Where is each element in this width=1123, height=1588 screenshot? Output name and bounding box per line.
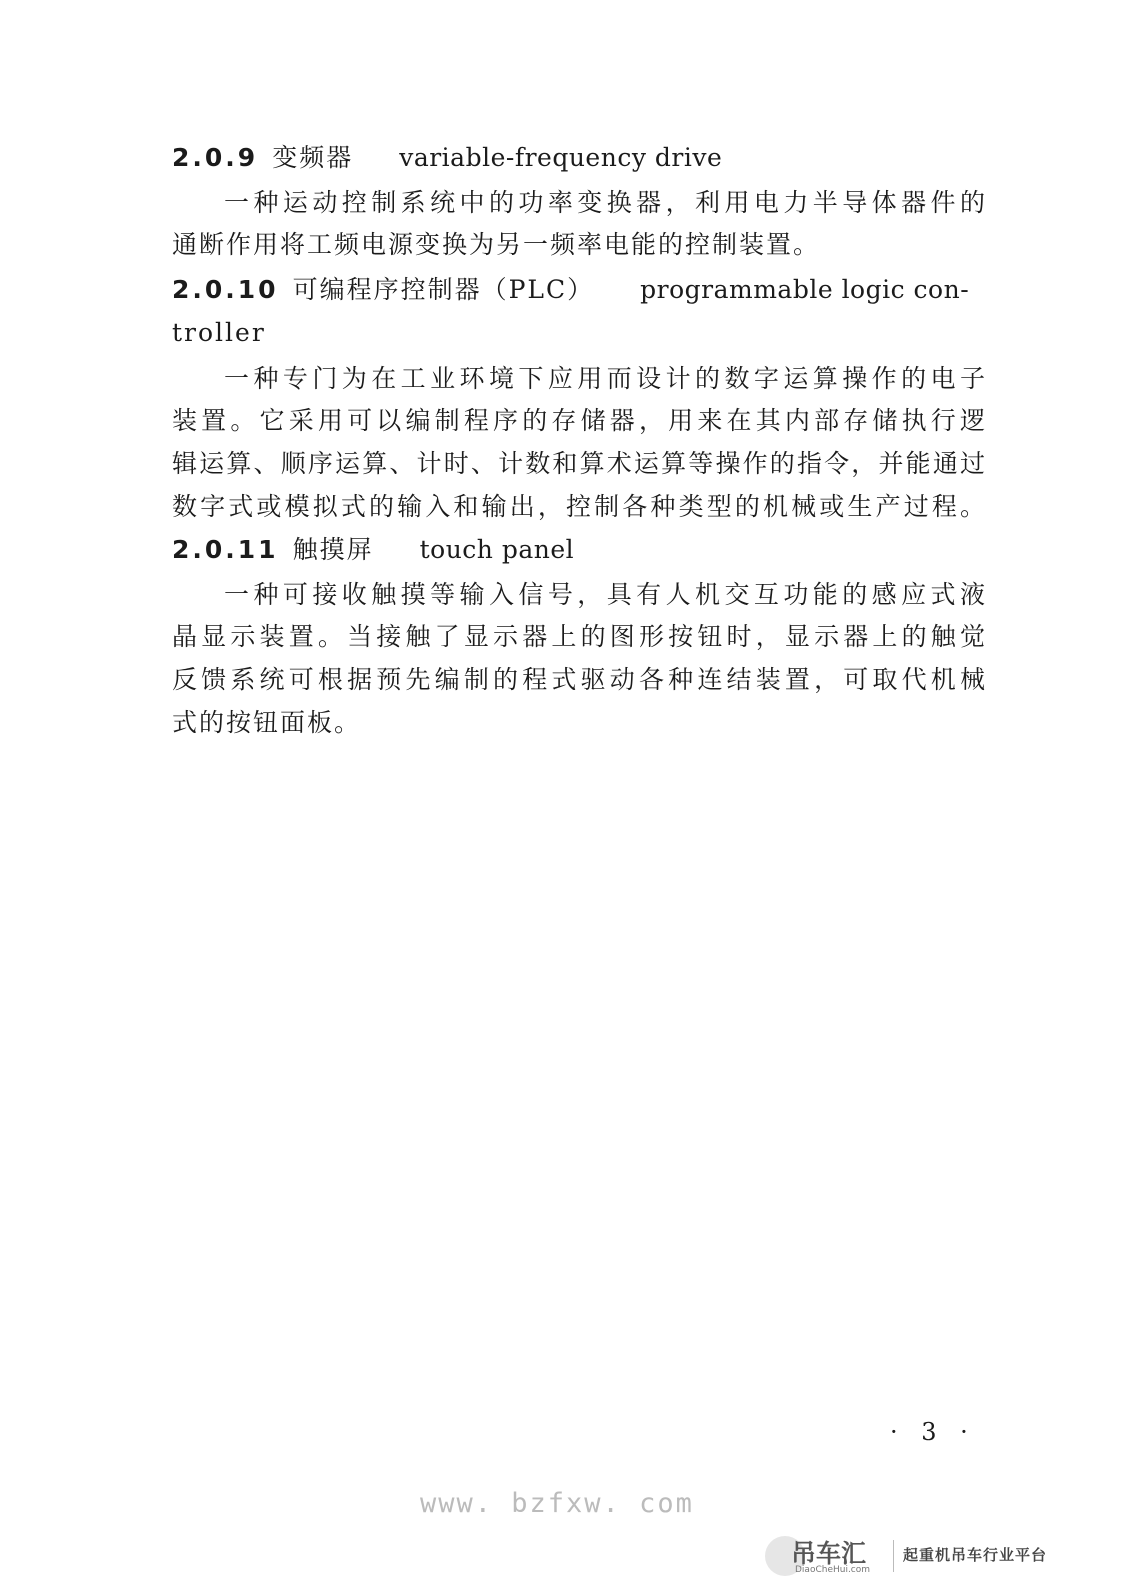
definition-line: 反馈系统可根据预先编制的程式驱动各种连结装置，可取代机械 xyxy=(172,665,987,694)
definition-line: 辑运算、顺序运算、计时、计数和算术运算等操作的指令，并能通过 xyxy=(172,449,987,478)
page-number: · 3 · xyxy=(890,1418,976,1446)
term-heading-2-0-9 xyxy=(172,143,987,173)
logo-tagline: 起重机吊车行业平台 xyxy=(903,1546,1048,1564)
logo-name: 吊车汇 xyxy=(791,1539,867,1568)
term-heading-2-0-10 xyxy=(172,275,987,305)
term-number: 2.0.10 xyxy=(172,275,279,304)
logo-domain: DiaoCheHui.com xyxy=(795,1565,871,1575)
term-chinese: 变频器 xyxy=(272,143,354,172)
definition-line: 一种运动控制系统中的功率变换器，利用电力半导体器件的 xyxy=(224,188,987,217)
definition-line: 式的按钮面板。 xyxy=(172,708,362,737)
term-english-continuation: troller xyxy=(172,318,266,347)
definition-line: 数字式或模拟式的输入和输出，控制各种类型的机械或生产过程。 xyxy=(172,492,987,521)
term-chinese: 触摸屏 xyxy=(292,535,374,564)
term-heading-2-0-11 xyxy=(172,535,987,565)
definition-line: 晶显示装置。当接触了显示器上的图形按钮时，显示器上的触觉 xyxy=(172,622,987,651)
definition-line: 装置。它采用可以编制程序的存储器，用来在其内部存储执行逻 xyxy=(172,406,987,435)
term-chinese: 可编程序控制器（PLC） xyxy=(292,275,595,304)
term-number: 2.0.9 xyxy=(172,143,259,172)
site-logo xyxy=(765,1534,1105,1580)
definition-line: 通断作用将工频电源变换为另一频率电能的控制装置。 xyxy=(172,230,821,259)
term-number: 2.0.11 xyxy=(172,535,279,564)
definition-line: 一种专门为在工业环境下应用而设计的数字运算操作的电子 xyxy=(224,364,987,393)
term-english: programmable logic con- xyxy=(640,275,970,304)
watermark-url: www. bzfxw. com xyxy=(420,1488,694,1519)
term-english: variable-frequency drive xyxy=(399,143,723,172)
term-english: touch panel xyxy=(419,535,575,564)
definition-line: 一种可接收触摸等输入信号，具有人机交互功能的感应式液 xyxy=(224,580,987,609)
logo-divider xyxy=(893,1540,894,1572)
